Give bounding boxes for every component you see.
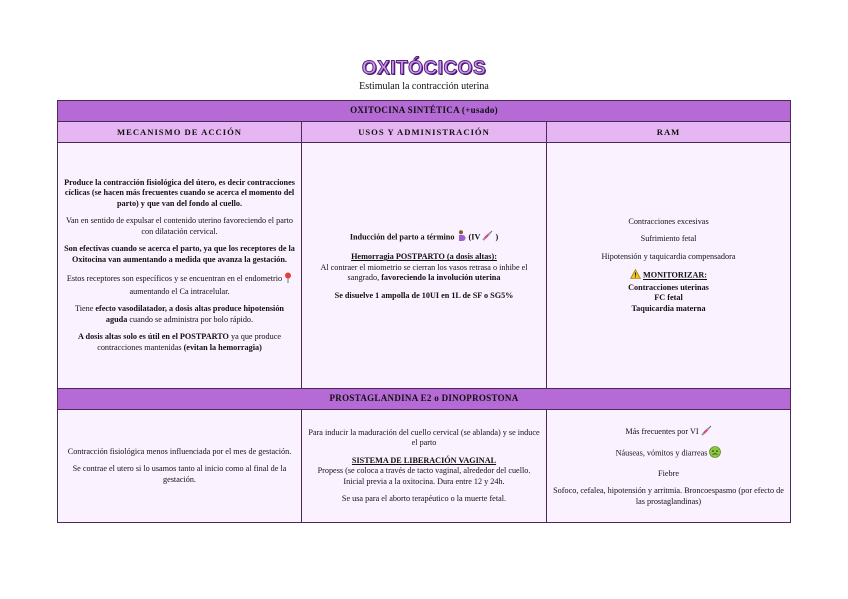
mecanismo-paragraph: Son efectivas cuando se acerca el parto, ya que los receptores de la Oxitocina van aumentando a medida que avanza la gestación. — [64, 244, 295, 264]
page-subtitle: Estimulan la contracción uterina — [359, 81, 489, 92]
ram-item: Sufrimiento fetal — [640, 234, 697, 244]
pregnant-woman-icon — [456, 230, 466, 246]
syringe-icon — [701, 425, 712, 440]
usos-sistema: SISTEMA DE LIBERACIÓN VAGINAL Propess (se coloca a través de tacto vaginal, alrededor del cuello. Inicial previa a la oxitocina. Dura entre 12 y 24h. — [317, 455, 531, 486]
monitor-block: MONITORIZAR: Contracciones uterinas FC fetal Taquicardia materna — [628, 270, 709, 313]
col-header-usos: USOS Y ADMINISTRACIÓN — [302, 122, 547, 143]
prostaglandina-ram-cell — [547, 410, 791, 523]
usos-dilucion: Se disuelve 1 ampolla de 10UI en 1L de SF o SG5% — [334, 290, 514, 300]
mecanismo-paragraph: Se contrae el utero si lo usamos tanto al inicio como al final de la gestación. — [72, 464, 287, 484]
ram-item: Náuseas, vómitos y diarreas — [553, 446, 784, 462]
usos-hemorragia: Hemorragia POSTPARTO (a dosis altas): Al contraer el miometrio se cierran los vasos retrasa o inhibe el sangrado, favoreciendo la involución uterina — [320, 252, 528, 283]
mecanismo-paragraph: Estos receptores son específicos y se encuentran en el endometrio aumentando el Ca intracelular. — [64, 272, 295, 297]
section-band-prostaglandina: PROSTAGLANDINA E2 o DINOPROSTONA — [58, 389, 791, 410]
oxitocina-ram-cell — [547, 143, 791, 389]
oxitocina-mecanismo-cell — [58, 143, 302, 389]
ram-item: Contracciones excesivas — [628, 216, 709, 226]
usos-paragraph: Se usa para el aborto terapéutico o la muerte fetal. — [341, 494, 507, 503]
usos-induccion: Inducción del parto a término (IV ) — [308, 230, 540, 246]
section-band-oxitocina: OXITOCINA SINTÉTICA (+usado) — [58, 101, 791, 122]
mecanismo-paragraph: Produce la contracción fisiológica del útero, es decir contracciones cíclicas (se hacen más frecuentes cuando se acerca el momento del parto) y que van del fondo al cuello. — [64, 177, 295, 208]
mecanismo-paragraph: Tiene efecto vasodilatador, a dosis altas produce hipotensión aguda cuando se administra por bolo rápido. — [75, 304, 284, 324]
mecanismo-paragraph: Contracción fisiológica menos influenciada por el mes de gestación. — [67, 446, 292, 456]
col-header-mecanismo: MECANISMO DE ACCIÓN — [58, 122, 302, 143]
nauseated-face-icon — [709, 446, 721, 462]
usos-paragraph: Para inducir la maduración del cuello cervical (se ablanda) y se induce el parto — [308, 427, 540, 447]
col-header-ram: RAM — [547, 122, 791, 143]
mecanismo-paragraph: Van en sentido de expulsar el contenido uterino favoreciendo el parto con dilatación cervical. — [66, 216, 293, 236]
warning-icon — [630, 269, 641, 283]
prostaglandina-usos-cell — [302, 410, 547, 523]
page-title: OXITÓCICOS — [361, 58, 487, 79]
ram-item: Fiebre — [658, 468, 679, 478]
title-block — [0, 58, 848, 92]
oxitocina-usos-cell — [302, 143, 547, 389]
ram-item: Más frecuentes por VI — [553, 425, 784, 440]
mecanismo-paragraph: A dosis altas solo es útil en el POSTPARTO ya que produce contracciones mantenidas (evitan la hemorragia) — [78, 332, 281, 352]
ram-item: Hipotensión y taquicardia compensadora — [601, 251, 736, 261]
prostaglandina-mecanismo-cell — [58, 410, 302, 523]
syringe-icon — [482, 230, 493, 245]
oxitocicos-table — [57, 100, 791, 523]
ram-item: Sofoco, cefalea, hipotensión y arritmia. Broncoespasmo (por efecto de las prostaglandinas) — [553, 486, 784, 506]
pin-icon — [284, 272, 292, 287]
